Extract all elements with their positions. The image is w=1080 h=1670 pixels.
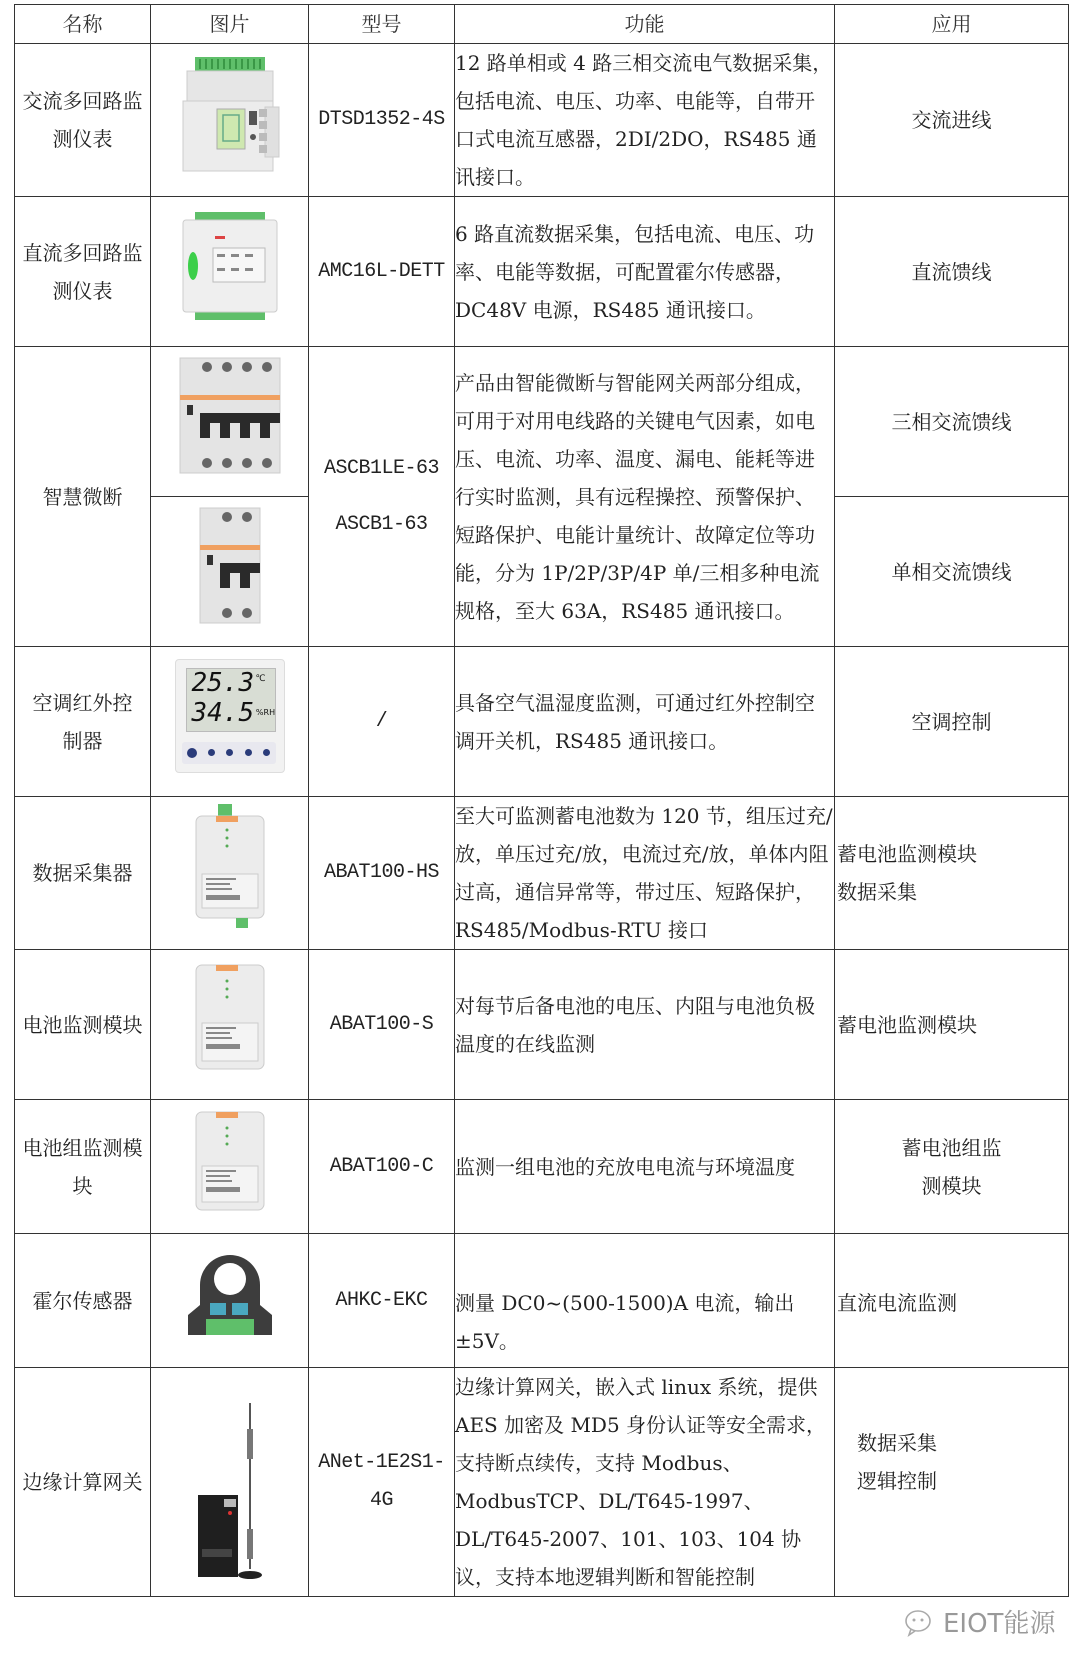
- header-function: 功能: [455, 5, 835, 44]
- model-line-1: ASCB1LE-63: [323, 456, 440, 480]
- ac-multi-circuit-meter-image: [151, 44, 309, 197]
- product-function: 至大可监测蓄电池数为 120 节，组压过充/放，单压过充/放，电流过充/放，单体内阻过高，通信异常等，带过压、短路保护，RS485/Modbus-RTU 接口: [455, 797, 835, 950]
- 4p-smart-breaker-image: [151, 347, 309, 497]
- edge-gateway-image: [151, 1368, 309, 1597]
- product-application-bottom: 单相交流馈线: [835, 497, 1069, 647]
- product-function: 监测一组电池的充放电电流与环境温度: [455, 1100, 835, 1234]
- table-row: [15, 950, 1069, 1100]
- wechat-icon: [903, 1607, 937, 1637]
- product-model: ABAT100-HS: [309, 797, 455, 950]
- application-line-2: 逻辑控制: [857, 1469, 937, 1493]
- product-model: AHKC-EKC: [309, 1234, 455, 1368]
- dc-multi-circuit-meter-image: [151, 197, 309, 347]
- battery-monitor-module-image: [151, 950, 309, 1100]
- application-line-1: 蓄电池监测模块: [837, 842, 977, 866]
- product-application: 直流电流监测: [835, 1234, 1069, 1368]
- table-row: [15, 647, 1069, 797]
- table-row: [15, 44, 1069, 197]
- product-model: AMC16L-DETT: [309, 197, 455, 347]
- temperature-display: 25.3: [191, 667, 255, 698]
- model-line-2: ASCB1-63: [335, 512, 428, 536]
- product-name: 电池监测模块: [15, 950, 151, 1100]
- product-function: 测量 DC0~(500-1500)A 电流，输出±5V。: [455, 1234, 835, 1368]
- table-row: [15, 1368, 1069, 1597]
- watermark-text: EIOT能源: [943, 1609, 1056, 1639]
- application-line-2: 数据采集: [837, 880, 917, 904]
- product-function: 对每节后备电池的电压、内阻与电池负极温度的在线监测: [455, 950, 835, 1100]
- product-name: 数据采集器: [15, 797, 151, 950]
- product-name: 电池组监测模块: [15, 1100, 151, 1234]
- humidity-display: 34.5: [191, 697, 255, 728]
- product-application: 蓄电池监测模块: [835, 950, 1069, 1100]
- data-collector-image: [151, 797, 309, 950]
- product-spec-table: [14, 4, 1069, 1597]
- product-model: DTSD1352-4S: [309, 44, 455, 197]
- product-model: ANet-1E2S1-4G: [309, 1368, 455, 1597]
- watermark: [903, 1603, 1055, 1640]
- product-application: 交流进线: [835, 44, 1069, 197]
- product-name: 边缘计算网关: [15, 1368, 151, 1597]
- 2p-smart-breaker-image: [151, 497, 309, 647]
- product-model: ABAT100-C: [309, 1100, 455, 1234]
- product-function: 6 路直流数据采集，包括电流、电压、功率、电能等数据，可配置霍尔传感器，DC48V 电源，RS485 通讯接口。: [455, 197, 835, 347]
- product-model: /: [309, 647, 455, 797]
- header-application: 应用: [835, 5, 1069, 44]
- product-application: 空调控制: [835, 647, 1069, 797]
- header-name: 名称: [15, 5, 151, 44]
- battery-group-monitor-image: [151, 1100, 309, 1234]
- product-function: 产品由智能微断与智能网关两部分组成，可用于对用电线路的关键电气因素，如电压、电流、功率、温度、漏电、能耗等进行实时监测，具有远程操控、预警保护、短路保护、电能计量统计、故障定位等功能，分为 1P/2P/3P/4P 单/三相多种电流规格，至大 63A，RS485 通讯接口。: [455, 347, 835, 647]
- application-line-1: 数据采集: [857, 1431, 937, 1455]
- ac-ir-controller-image: 25.3 ℃ 34.5 %RH: [151, 647, 309, 797]
- product-application: [835, 1368, 1069, 1597]
- product-application-top: 三相交流馈线: [835, 347, 1069, 497]
- product-function: 12 路单相或 4 路三相交流电气数据采集，包括电流、电压、功率、电能等，自带开口式电流互感器，2DI/2DO，RS485 通讯接口。: [455, 44, 835, 197]
- product-application: [835, 797, 1069, 950]
- product-name: 交流多回路监测仪表: [15, 44, 151, 197]
- product-name: 直流多回路监测仪表: [15, 197, 151, 347]
- header-image: 图片: [151, 5, 309, 44]
- table-row: [15, 1234, 1069, 1368]
- product-name: 霍尔传感器: [15, 1234, 151, 1368]
- hall-sensor-image: [151, 1234, 309, 1368]
- product-name: 智慧微断: [15, 347, 151, 647]
- table-row: [15, 797, 1069, 950]
- table-row: [15, 347, 1069, 497]
- header-row: [15, 5, 1069, 44]
- product-model: [309, 347, 455, 647]
- product-function: 边缘计算网关，嵌入式 linux 系统，提供 AES 加密及 MD5 身份认证等安全需求，支持断点续传，支持 Modbus、ModbusTCP、DL/T645-1997、DL/T645-2007、101、103、104 协议，支持本地逻辑判断和智能控制: [455, 1368, 835, 1597]
- header-model: 型号: [309, 5, 455, 44]
- table-row: [15, 197, 1069, 347]
- product-application: 蓄电池组监测模块: [835, 1100, 1069, 1234]
- product-name: 空调红外控制器: [15, 647, 151, 797]
- table-row: [15, 1100, 1069, 1234]
- product-model: ABAT100-S: [309, 950, 455, 1100]
- product-application: 直流馈线: [835, 197, 1069, 347]
- product-function: 具备空气温湿度监测，可通过红外控制空调开关机，RS485 通讯接口。: [455, 647, 835, 797]
